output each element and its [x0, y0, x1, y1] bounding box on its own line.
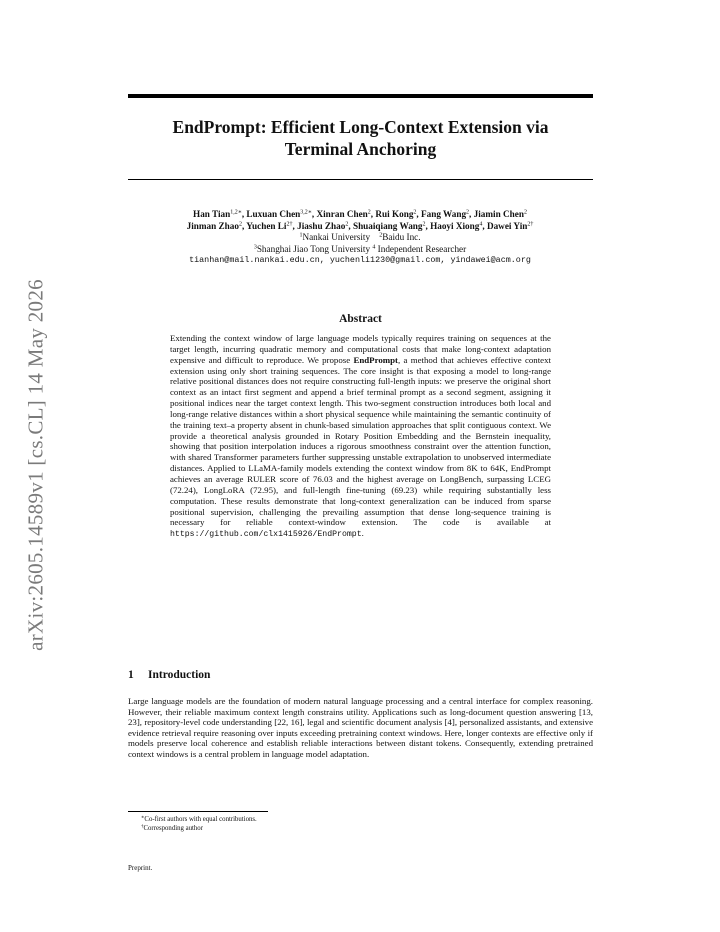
- author-sup: 4: [479, 221, 483, 228]
- code-url-link[interactable]: https://github.com/clx1415926/EndPrompt: [170, 530, 362, 540]
- author-line-2: Jinman Zhao$^2$, Yuchen $Li^{2\dagger}$, Jiashu Zhao$^2$, Shuaiqiang Wang$^2$, Haoyi Xiong$^4$, Dawei Yin$^{2\dagger}$: [186, 220, 534, 231]
- method-name: EndPrompt: [353, 354, 398, 365]
- author-sup: 2: [523, 209, 527, 216]
- author-name: Haoyi Xiong: [430, 220, 480, 231]
- author-line-1: Han Tian$^{1,2∗}$, Luxuan Chen$^{3,2∗}$, Xinran Chen$^2$, Rui Kong$^2$, Fang Wang$^2$, Jiamin Chen$^2$: [193, 209, 527, 219]
- footnote-mark: ∗: [141, 815, 145, 821]
- arxiv-stamp: arXiv:2605.14589v1 [cs.CL] 14 May 2026: [23, 279, 48, 651]
- affiliation-line-1: [110, 232, 610, 244]
- author-sup: 2: [422, 221, 426, 228]
- title-line-2: Terminal Anchoring: [284, 139, 437, 159]
- author-sup: 3,2∗: [300, 209, 312, 216]
- affiliation: Baidu Inc.: [382, 232, 421, 243]
- author-name: Jiamin Chen: [473, 209, 524, 219]
- author-name: Fang Wang: [421, 209, 467, 219]
- author-sup: 1,2∗: [230, 209, 242, 216]
- footnote-corresponding-author: [141, 824, 257, 833]
- author-name: Rui Kong: [375, 209, 414, 219]
- author-name: Jiashu Zhao: [297, 220, 346, 231]
- section-number: 1: [128, 669, 134, 681]
- footnote-text: Corresponding author: [143, 825, 203, 832]
- footnote-equal-contribution: [141, 815, 257, 824]
- introduction-paragraph: Large language models are the foundation of modern natural language processing and a central interface for complex reasoning. However, their reliable maximum context length constrains utility. Applications such as long-document question answering [13, 23], repository-level code understanding [22, 16], legal and scientific document analysis [4], personalized assistants, and extensive evidence retrieval require reasoning over inputs exceeding pretraining context windows. Here, longer contexts are effective only if models preserve local coherence and establish reliable interactions between distant tokens. Consequently, extending pretrained context windows is a central problem in language model adaptation.: [128, 696, 593, 759]
- affiliation: Shanghai Jiao Tong University: [256, 243, 371, 254]
- author-name: Yuchen Li: [246, 220, 287, 231]
- affiliation-line-2: [110, 244, 610, 256]
- abstract-body: [170, 333, 551, 541]
- affiliation-sup: 1: [299, 232, 303, 239]
- section-title: Introduction: [148, 669, 211, 681]
- affiliation: Independent Researcher: [377, 243, 467, 254]
- footnote-mark: †: [141, 824, 144, 830]
- title-top-rule: [128, 94, 593, 98]
- author-sup: 2: [367, 209, 371, 216]
- author-sup: 2: [238, 221, 242, 228]
- affiliation-sup: 2: [379, 232, 383, 239]
- author-sup: 2: [413, 209, 417, 216]
- paper-title: [128, 116, 593, 160]
- footnote-text: Co-first authors with equal contributions.: [144, 816, 257, 823]
- title-bottom-rule: [128, 179, 593, 180]
- author-sup: 2†: [527, 221, 534, 228]
- section-heading-introduction: [128, 669, 210, 681]
- author-name: Luxuan Chen: [246, 209, 301, 219]
- author-sup: 2†: [286, 221, 293, 228]
- footnotes: [141, 815, 257, 833]
- title-line-1: EndPrompt: Efficient Long-Context Extension via: [172, 117, 549, 137]
- footnote-rule: [128, 811, 268, 812]
- author-sup: 2: [345, 221, 349, 228]
- author-emails: tianhan@mail.nankai.edu.cn, yuchenli1230@gmail.com, yindawei@acm.org: [189, 255, 531, 266]
- preprint-label: Preprint.: [128, 864, 153, 872]
- author-name: Dawei Yin: [486, 220, 528, 231]
- affiliation: Nankai University: [302, 232, 371, 243]
- author-block: [110, 209, 610, 267]
- author-name: Xinran Chen: [316, 209, 368, 219]
- author-sup: 2: [466, 209, 470, 216]
- abstract-text: Extending the context window of large language models typically requires training on sequences at the target length, incurring quadratic memory and computational costs that make long-context adaptation expensive and difficult to reproduce. We propose: [170, 333, 551, 365]
- abstract-text: .: [361, 528, 364, 539]
- author-name: Shuaiqiang Wang: [352, 220, 423, 231]
- author-name: Han Tian: [193, 209, 231, 219]
- abstract-text: , a method that achieves effective context extension using only short training sequences. The core insight is that exposing a model to long-range relative positional distances does not require constructing full-length inputs: we preserve the original short context as an intact first segment and append a brief terminal prompt as a second segment, assigning it positional indices near the target context length. This two-segment construction introduces both local and long-range relative distances within a short physical sequence while maintaining the semantic continuity of the training text–a property absent in chunk-based simulation approaches that split contiguous context. We provide a theoretical analysis grounded in Rotary Position Embedding and the Bernstein inequality, showing that position interpolation induces a rigorous smoothness constraint over the attention function, with shared Transformer parameters further suppressing unstable extrapolation to unobserved intermediate distances. Applied to LLaMA-family models extending the context window from 8K to 64K, EndPrompt achieves an average RULER score of 76.03 and the highest average on LongBench, surpassing LCEG (72.24), LongLoRA (72.95), and full-length fine-tuning (69.23) while requiring substantially less computation. These results demonstrate that long-context generalization can be induced from sparse positional supervision, challenging the prevailing assumption that dense long-sequence training is necessary for reliable context-window extension. The code is available at: [170, 354, 551, 528]
- author-name: Jinman Zhao: [186, 220, 239, 231]
- affiliation-sup: 3: [253, 244, 257, 251]
- abstract-heading: Abstract: [339, 313, 382, 325]
- affiliation-sup: 4: [372, 244, 376, 251]
